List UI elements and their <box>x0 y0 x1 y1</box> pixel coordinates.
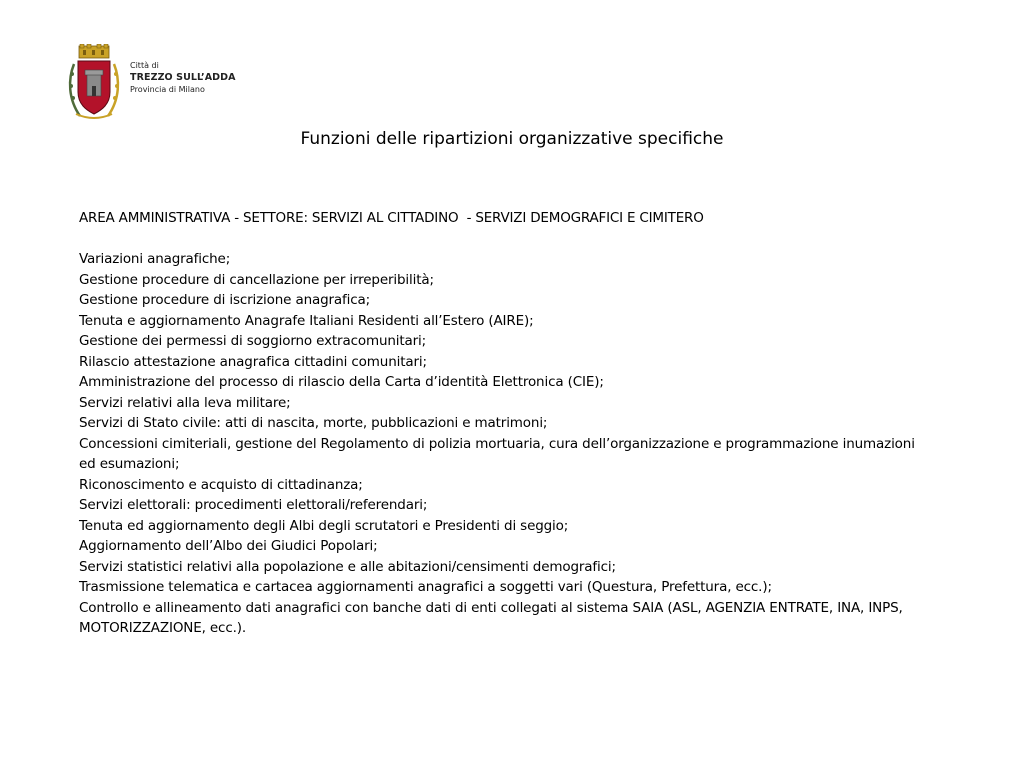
list-item: Riconoscimento e acquisto di cittadinanza; <box>79 476 363 493</box>
logo-text <box>130 60 236 95</box>
functions-list <box>79 249 919 639</box>
list-item: Gestione procedure di cancellazione per irreperibilità; <box>79 271 434 288</box>
list-item: Servizi elettorali: procedimenti elettorali/referendari; <box>79 497 428 513</box>
page-title: Funzioni delle ripartizioni organizzative specifiche <box>300 129 724 149</box>
list-item: Gestione procedure di iscrizione anagrafica; <box>79 292 371 308</box>
coat-of-arms-icon <box>66 44 122 122</box>
list-item: Gestione dei permessi di soggiorno extracomunitari; <box>79 333 427 349</box>
logo-city-name: TREZZO SULL’ADDA <box>130 72 236 83</box>
list-item: Tenuta ed aggiornamento degli Albi degli scrutatori e Presidenti di seggio; <box>79 517 569 534</box>
list-item: Aggiornamento dell’Albo dei Giudici Popolari; <box>79 538 378 554</box>
logo-city-label: Città di <box>130 61 159 70</box>
list-item: Servizi statistici relativi alla popolazione e alle abitazioni/censimenti demografici; <box>79 558 616 575</box>
list-item: Servizi di Stato civile: atti di nascita, morte, pubblicazioni e matrimoni; <box>79 415 548 431</box>
list-item: Tenuta e aggiornamento Anagrafe Italiani Residenti all’Estero (AIRE); <box>79 312 534 329</box>
list-item: Trasmissione telematica e cartacea aggiornamenti anagrafici a soggetti vari (Questura, Prefettura, ecc.); <box>79 579 772 595</box>
section-heading: AREA AMMINISTRATIVA - SETTORE: SERVIZI AL CITTADINO - SERVIZI DEMOGRAFICI E CIMITERO <box>79 210 704 226</box>
list-item: Amministrazione del processo di rilascio della Carta d’identità Elettronica (CIE); <box>79 374 604 390</box>
list-item: Servizi relativi alla leva militare; <box>79 394 291 411</box>
list-item: Controllo e allineamento dati anagrafici con banche dati di enti collegati al sistema SAIA (ASL, AGENZIA ENTRATE, INA, INPS, MOTORIZZAZIONE, ecc.). <box>79 599 903 636</box>
municipality-logo <box>66 44 246 124</box>
list-item: Variazioni anagrafiche; <box>79 251 231 267</box>
list-item: Rilascio attestazione anagrafica cittadini comunitari; <box>79 353 427 370</box>
list-item: Concessioni cimiteriali, gestione del Regolamento di polizia mortuaria, cura dell’organizzazione e programmazione inumazioni ed esumazioni; <box>79 435 915 472</box>
logo-province: Provincia di Milano <box>130 85 205 94</box>
